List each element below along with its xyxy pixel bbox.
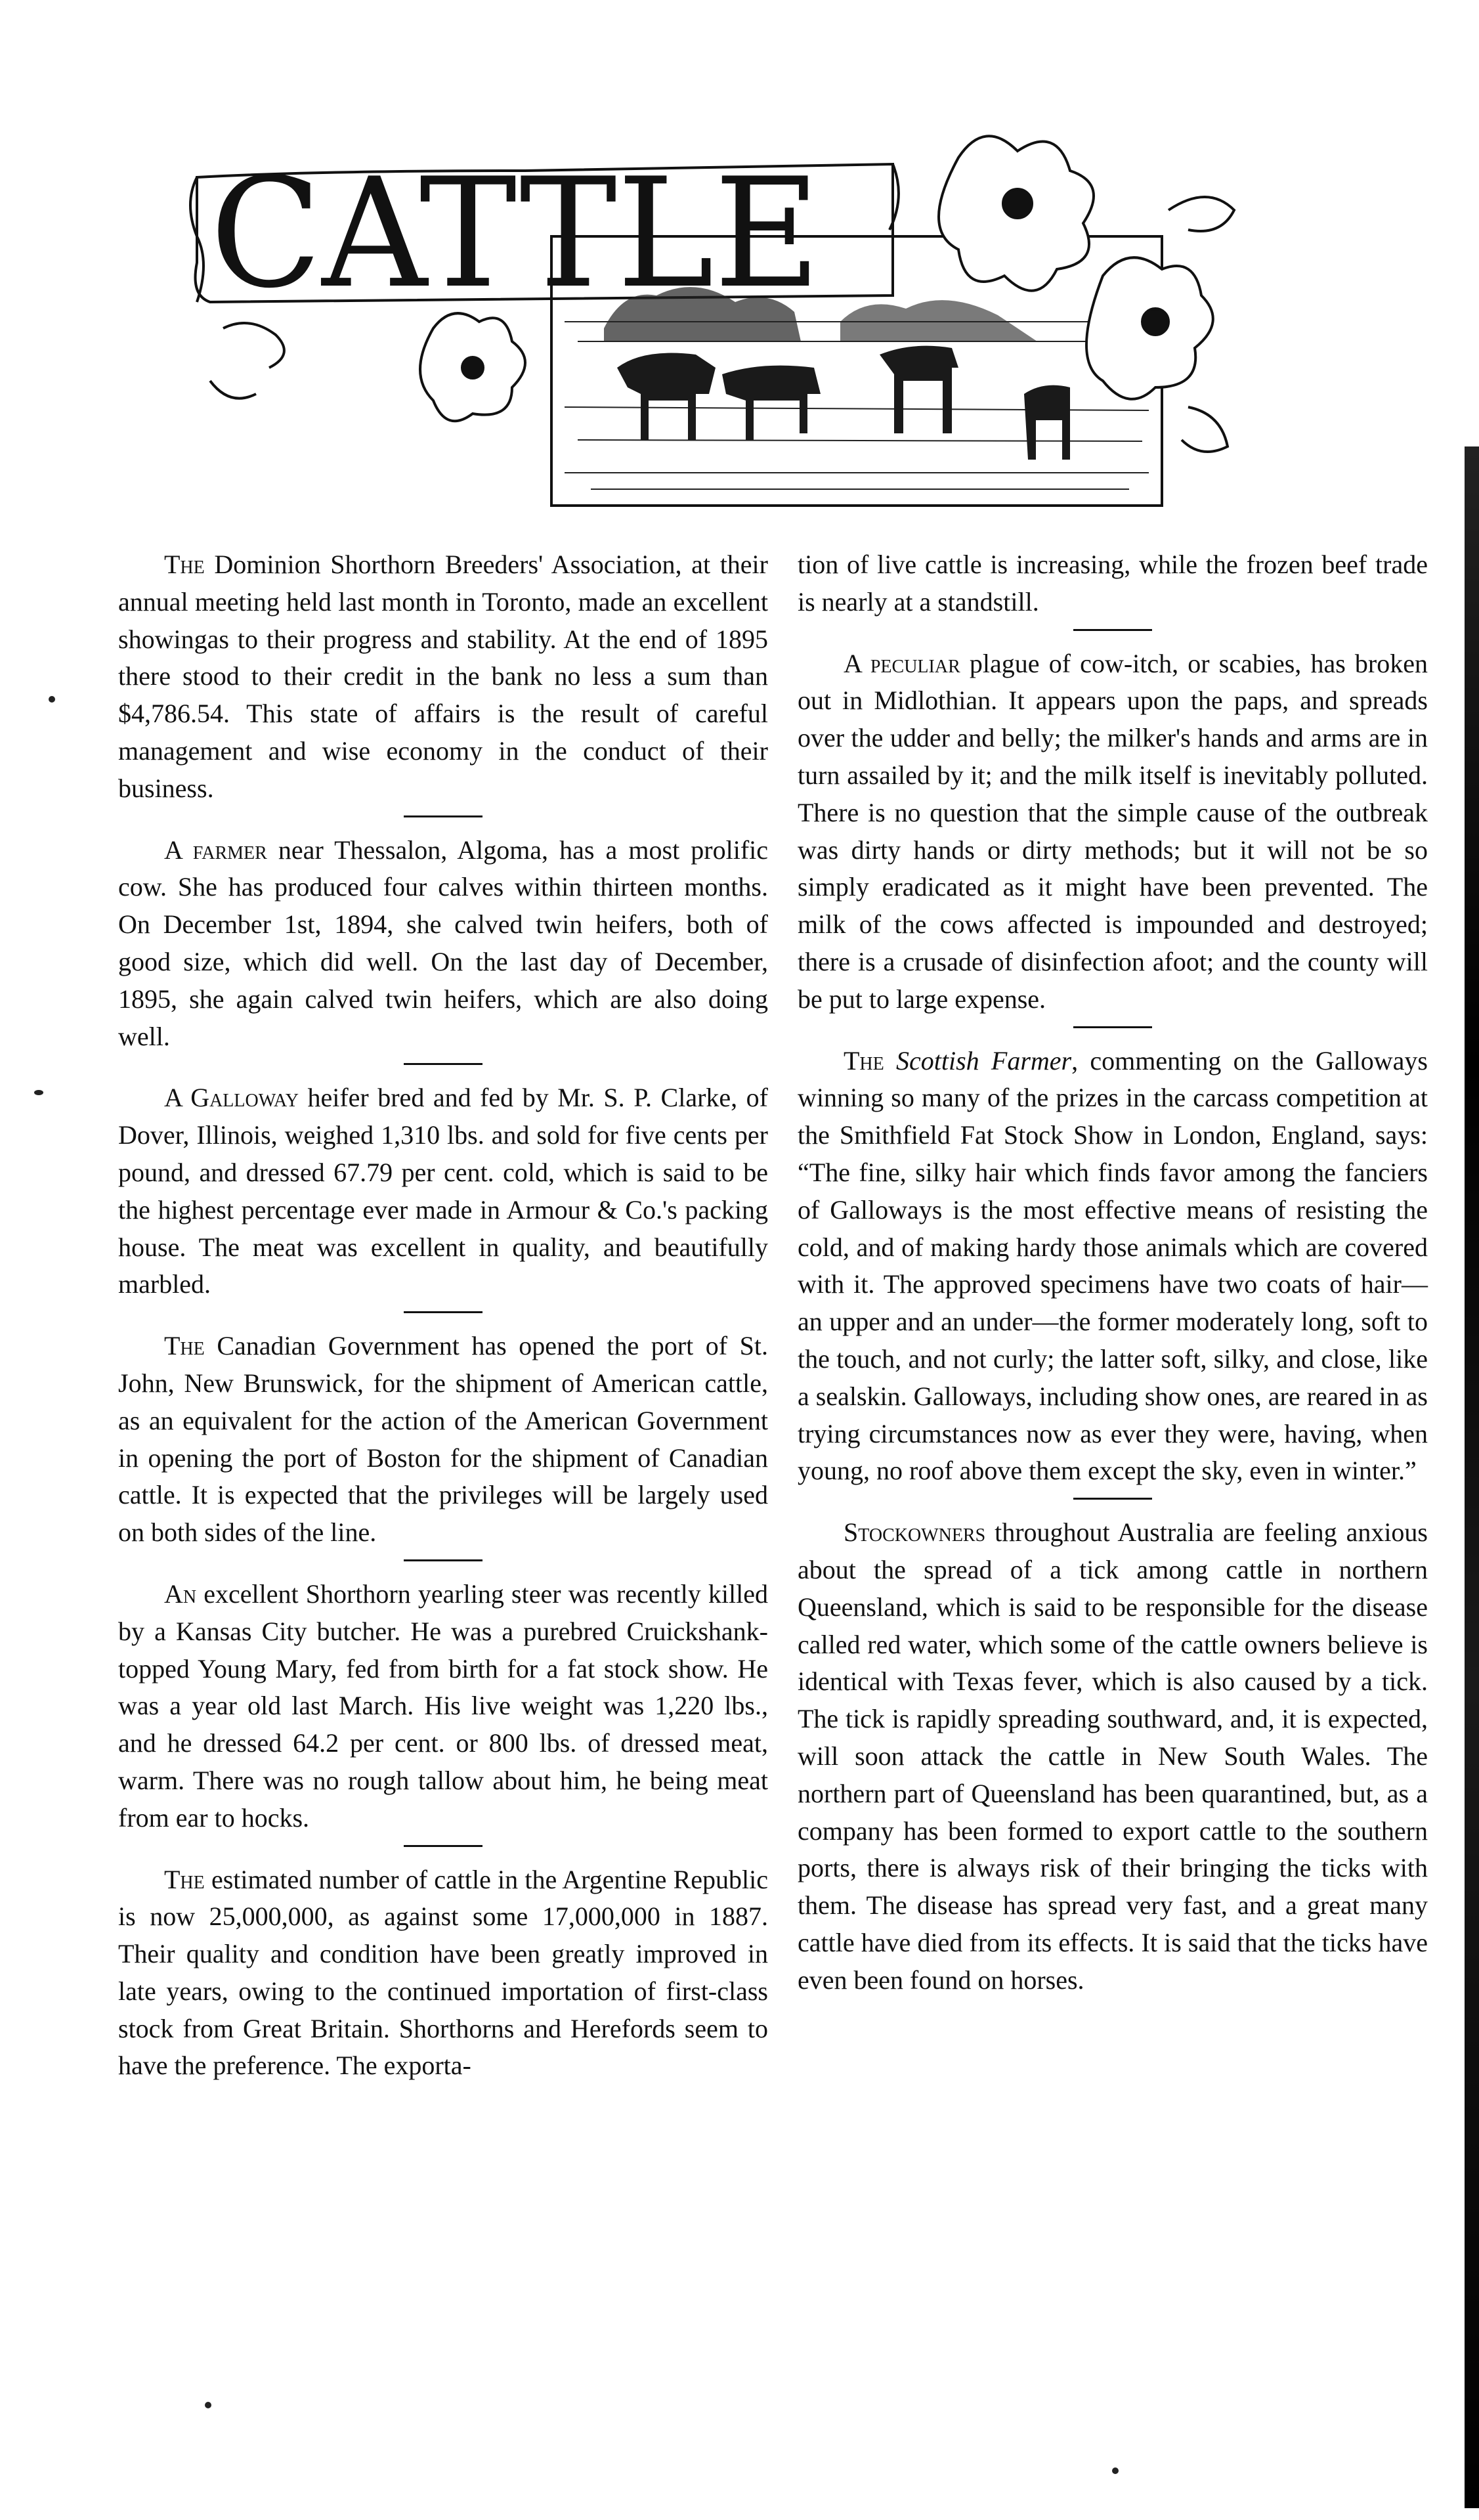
paragraph-continuation: tion of live cattle is increasing, while the frozen beef trade is nearly at a standstill.: [798, 550, 1428, 617]
ink-speck: [34, 1090, 43, 1095]
divider: [404, 1063, 482, 1065]
divider: [1073, 1498, 1152, 1500]
divider: [404, 1559, 482, 1561]
divider: [404, 815, 482, 817]
divider: [404, 1845, 482, 1847]
divider: [404, 1311, 482, 1313]
paragraph-cow-itch: A peculiar plague of cow-itch, or scabies, has broken out in Midlothian. It appears upon the paps, and spreads over the udder and belly; the milker's hands and arms are in turn assailed by it; and the milk itself is inevitably polluted. There is no question that the simple cause of the outbreak was dirty hands or dirty methods; but it will not be so simply eradicated as it might have been prevented. The milk of the cows affected is impounded and destroyed; there is a crusade of disinfection afoot; and the county will be put to large expense.: [798, 648, 1428, 1014]
ink-speck: [1112, 2467, 1119, 2474]
page-title: CATTLE: [210, 146, 821, 322]
paragraph-australia-tick: Stockowners throughout Australia are feeling anxious about the spread of a tick among cattle in northern Queensland, which is said to be responsible for the disease called red water, which some of the cattle owners believe is identical with Texas fever, which is also caused by a tick. The tick is rapidly spreading southward, and, it is expected, will soon attack the cattle in New South Wales. The northern part of Queensland has been quarantined, but, as a company has been formed to export cattle to the southern ports, there is always risk of their bringing the ticks with them. The disease has spread very fast, and a great many cattle have died from its effects. It is said that the ticks have even been found on horses.: [798, 1517, 1428, 1995]
paragraph-prolific-cow: A farmer near Thessalon, Algoma, has a most prolific cow. She has produced four calves within thirteen months. On December 1st, 1894, she calved twin heifers, both of good size, which did well. On the last day of December, 1895, she again calved twin heifers, which are also doing well.: [118, 835, 768, 1051]
header-banner: [184, 131, 1247, 525]
right-column: [798, 546, 1428, 1999]
divider: [1073, 629, 1152, 631]
left-column: [118, 546, 768, 2085]
scan-edge: [1465, 446, 1479, 2508]
paragraph-scottish-farmer: The Scottish Farmer, commenting on the Galloways winning so many of the prizes in the carcass competition at the Smithfield Fat Stock Show in London, England, says: “The fine, silky hair which finds favor among the fanciers of Galloways is the most effective means of resisting the cold, and of making hardy those animals which are covered with it. The approved specimens have two coats of hair—an upper and an under—the former moderately long, soft to the touch, and not curly; the latter soft, silky, and close, like a sealskin. Galloways, including show ones, are reared in as trying circumstances now as ever they were, having, when young, no roof above them except the sky, even in winter.”: [798, 1045, 1428, 1486]
paragraph-port-st-john: The Canadian Government has opened the port of St. John, New Brunswick, for the shipment of American cattle, as an equivalent for the action of the American Government in opening the port of Boston for the shipment of Canadian cattle. It is expected that the privileges will be largely used on both sides of the line.: [118, 1331, 768, 1548]
ink-speck: [205, 2402, 211, 2408]
paragraph-galloway-heifer: A Galloway heifer bred and fed by Mr. S. P. Clarke, of Dover, Illinois, weighed 1,310 lbs. and sold for five cents per pound, and dressed 67.79 per cent. cold, which is said to be the highest percentage ever made in Armour & Co.'s packing house. The meat was excellent in quality, and beautifully marbled.: [118, 1083, 768, 1299]
paragraph-shorthorn-association: The Dominion Shorthorn Breeders' Association, at their annual meeting held last month in Toronto, made an excellent showingas to their progress and stability. At the end of 1895 there stood to their credit in the bank no less a sum than $4,786.54. This state of affairs is the result of careful management and wise economy in the conduct of their business.: [118, 550, 768, 803]
cow-figure: [617, 346, 1070, 460]
divider: [1073, 1026, 1152, 1028]
paragraph-argentine-cattle: The estimated number of cattle in the Argentine Republic is now 25,000,000, as against some 17,000,000 in 1887. Their quality and condition have been greatly improved in late years, owing to the continued importation of first-class stock from Great Britain. Shorthorns and Herefords seem to have the preference. The exporta-: [118, 1864, 768, 2081]
ink-speck: [49, 696, 55, 703]
paragraph-shorthorn-steer: An excellent Shorthorn yearling steer was recently killed by a Kansas City butcher. He was a purebred Cruickshank-topped Young Mary, fed from birth for a fat stock show. He was a year old last March. His live weight was 1,220 lbs., and he dressed 64.2 per cent. or 800 lbs. of dressed meat, warm. There was no rough tallow about him, he being meat from ear to hocks.: [118, 1578, 768, 1833]
